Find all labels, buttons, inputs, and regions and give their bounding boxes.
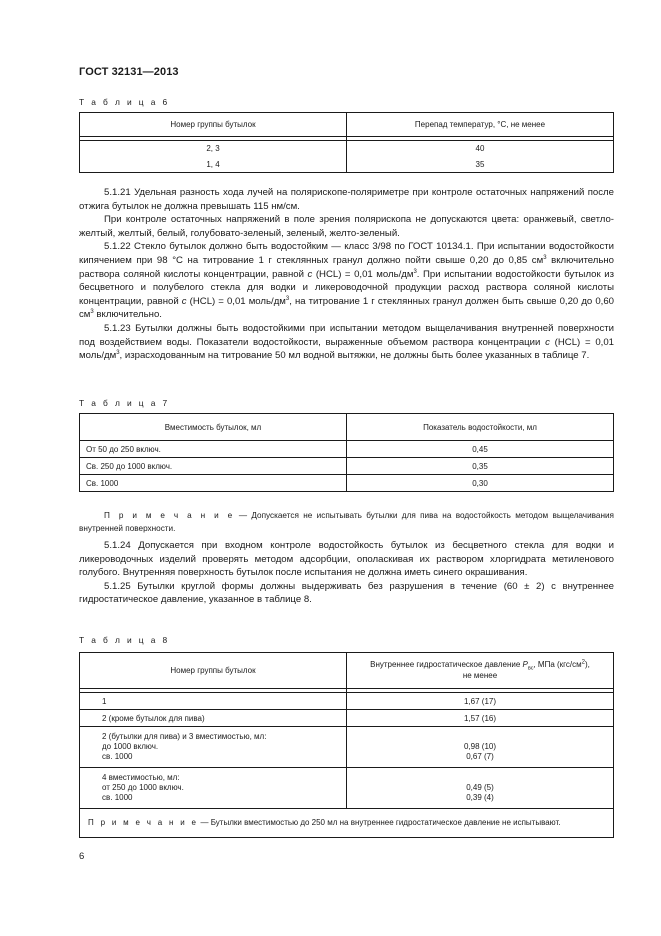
document-id: ГОСТ 32131—2013 [79,66,179,78]
table-row: 4 вместимостью, мл: от 250 до 1000 включ. св. 1000 0,49 (5) 0,39 (4) [80,768,614,809]
table-row: 2 (кроме бутылок для пива) 1,57 (16) [80,710,614,727]
paragraph-5-1-23: 5.1.23 Бутылки должны быть водостойкими при испытании методом выщелачивания внутренней поверхности под воздействием воды. Показатели водостойкости, выраженные объемом раствора концентрации c (HCL) = 0,01 моль/$дм^3$, израсходованным на титрование 50 мл водной вытяжки, не должны быть более указанных в таблице 7. [79,322,615,362]
table-row: Св. 1000 0,30 [80,475,614,492]
paragraph-5-1-24: 5.1.24 Допускается при входном контроле водостойкость бутылок из бесцветного стекла для водки и ликероводочных изделий проверять методом адсорбции, ополаскивая их раствором хлоргидрата метиленового голубого. Внутренняя поверхность бутылок после испытания не должна иметь синего окрашивания. [79,540,614,579]
table-7-header-capacity: Вместимость бутылок, мл [80,414,347,441]
table-6-header-group: Номер группы бутылок [80,113,347,137]
section-text-b [79,539,614,607]
page-number: 6 [79,851,85,862]
section-text-a [79,186,614,363]
paragraph-5-1-21: 5.1.21 Удельная разность хода лучей на полярископе-поляриметре при контроле остаточных напряжений после отжига бутылок не должна превышать 115 нм/см. [79,187,614,212]
table-6-caption: Т а б л и ц а 6 [79,97,170,107]
paragraph-5-1-22: 5.1.22 Стекло бутылок должно быть водостойким — класс 3/98 по ГОСТ 10134.1. При испытании водостойкости кипячением при 98 °С на титрование 1 г стеклянных гранул должно пойти свыше 0,20 до 0,85 $см^3$ включительно раствора соляной кислоты концентрации, равной c (HCL) = 0,01 моль/$дм^3$. При испытании водостойкости бутылок из бесцветного и полубелого стекла для водки и ликероводочной продукции расход раствора соляной кислоты концентрации, равной c (HCL) = 0,01 моль/$дм^3$, на титрование 1 г стеклянных гранул должен быть свыше 0,20 до 0,60 $см^3$ включительно. [79,241,614,321]
table-row: 1 1,67 (17) [80,693,614,710]
table-8-caption: Т а б л и ц а 8 [79,635,170,645]
table-6-header-temp: Перепад температур, °С, не менее [347,113,614,137]
table-8-header-pressure: Внутреннее гидростатическое давление $P_{вс}$, МПа $(кгс/см^2)$, не менее [347,653,614,689]
table-7-caption: Т а б л и ц а 7 [79,398,170,408]
table-7-header-resistance: Показатель водостойкости, мл [347,414,614,441]
paragraph-residual-stress: При контроле остаточных напряжений в поле зрения полярископа не допускаются цвета: оранжевый, светло-желтый, желтый, белый, голубовато-зеленый, зеленый, желто-зеленый. [79,214,614,239]
table-8-note: П р и м е ч а н и е — Бутылки вместимостью до 250 мл на внутреннее гидростатическое давление не испытывают. [80,809,614,838]
table-7-note: П р и м е ч а н и е — Допускается не испытывать бутылки для пива на водостойкость методом выщелачивания внутренней поверхности. [79,511,614,533]
table-row: 1, 4 35 [80,157,614,173]
table-7 [79,413,614,492]
table-8 [79,652,614,838]
table-8-note-row [80,809,614,838]
table-row: Св. 250 до 1000 включ. 0,35 [80,458,614,475]
table-row: От 50 до 250 включ. 0,45 [80,441,614,458]
table-row: 2 (бутылки для пива) и 3 вместимостью, мл: до 1000 включ. св. 1000 0,98 (10) 0,67 (7) [80,727,614,768]
table-6 [79,112,614,173]
table-8-header-group: Номер группы бутылок [80,653,347,689]
paragraph-5-1-25: 5.1.25 Бутылки круглой формы должны выдерживать без разрушения в течение (60 ± 2) с внутреннее гидростатическое давление, указанное в таблице 8. [79,580,614,606]
table-row: 2, 3 40 [80,141,614,157]
